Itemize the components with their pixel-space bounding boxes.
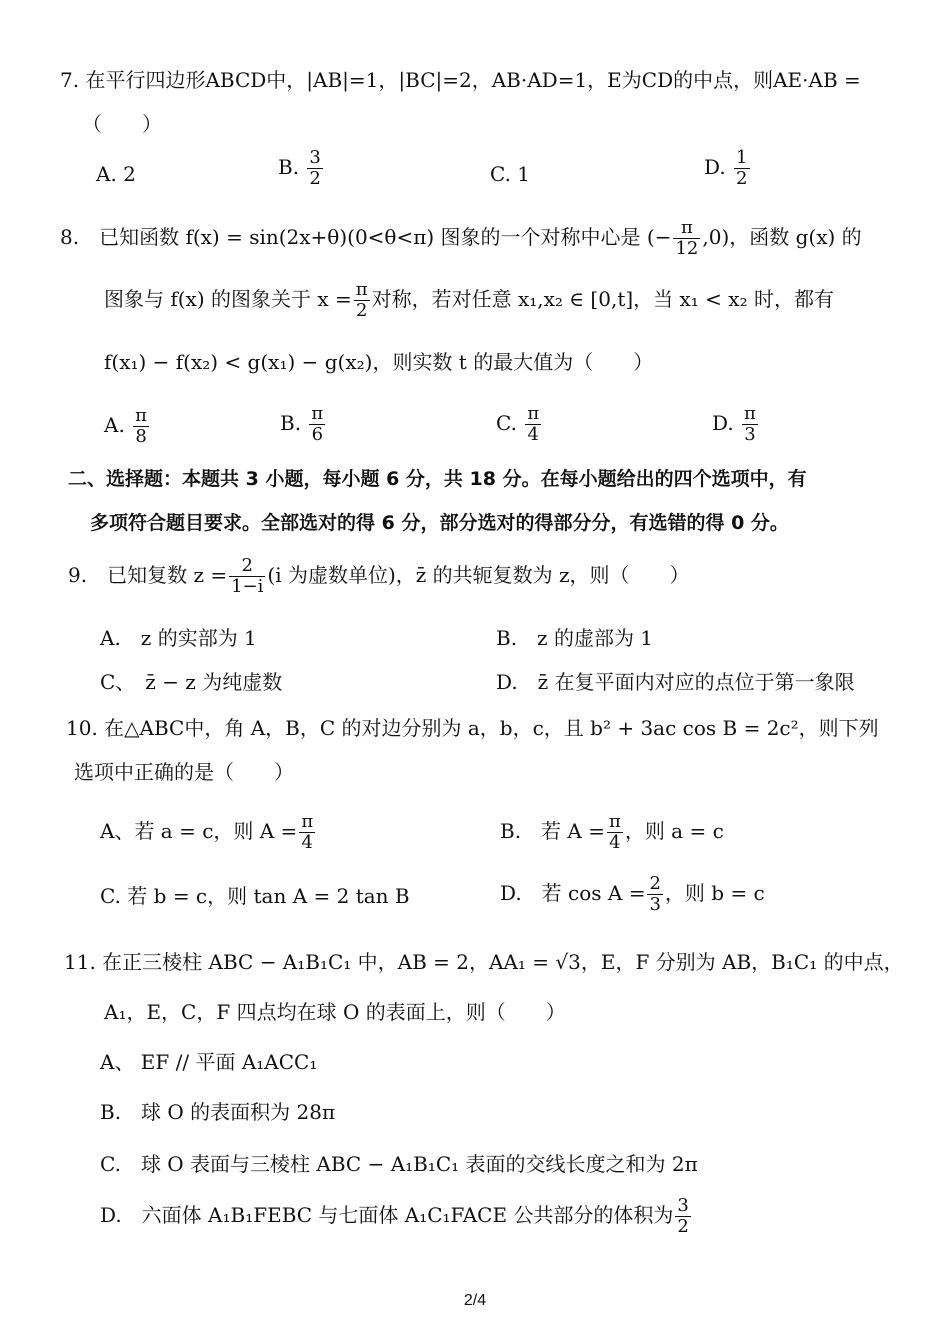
q11-stem: 11. 在正三棱柱 ABC − A₁B₁C₁ 中，AB = 2，AA₁ = √3，E，F 分别为 AB，B₁C₁ 的中点，	[64, 950, 904, 974]
q11-option-d-fraction	[675, 1196, 690, 1237]
q10-option-a-num: π	[301, 811, 314, 832]
q8-option-d-num: π	[744, 403, 756, 424]
q10-option-d-den: 3	[649, 893, 661, 915]
q10-option-d	[500, 874, 765, 915]
q8-stem-fraction	[673, 218, 700, 259]
q9-option-c: C、 z̄ − z 为纯虚数	[100, 670, 283, 694]
section2-header-line1: 二、选择题：本题共 3 小题，每小题 6 分，共 18 分。在每小题给出的四个选项中，有	[68, 468, 807, 490]
q9-stem-num: 2	[229, 556, 265, 577]
q8-line2-b: 对称，若对任意 x₁,x₂ ∈ [0,t]，当 x₁ < x₂ 时，都有	[371, 286, 834, 311]
q11-option-d-num: 3	[677, 1195, 689, 1216]
q10-stem: 10. 在△ABC中，角 A，B，C 的对边分别为 a，b，c，且 b² + 3ac cos B = 2c²，则下列	[66, 716, 879, 740]
q7-option-d	[704, 148, 752, 189]
q10-option-d-tail: ，则 b = c	[664, 880, 765, 905]
q7-option-b-fraction	[307, 148, 322, 189]
q8-option-b-label: B.	[280, 410, 302, 435]
q8-stem-num: π	[673, 218, 700, 239]
q8-option-c-num: π	[527, 403, 540, 424]
q8-line2-num: π	[355, 279, 368, 300]
q11-option-c: C. 球 O 表面与三棱柱 ABC − A₁B₁C₁ 表面的交线长度之和为 2π	[100, 1152, 698, 1176]
q9-stem-b: (i 为虚数单位)，z̄ 的共轭复数为 z，则（ ）	[267, 562, 690, 587]
q8-option-d-den: 3	[744, 423, 756, 445]
q8-option-d-label: D.	[712, 410, 734, 435]
q7-option-d-label: D.	[704, 154, 726, 179]
q11-option-d-den: 2	[677, 1215, 689, 1237]
q8-stem	[60, 218, 862, 259]
q8-option-a-num: π	[135, 405, 148, 426]
q10-option-b-fraction	[607, 812, 623, 853]
q9-stem	[68, 556, 690, 597]
q9-option-d: D. z̄ 在复平面内对应的点位于第一象限	[496, 670, 855, 694]
q10-option-a-text: A、若 a = c，则 A =	[100, 818, 298, 843]
q8-option-a-fraction	[133, 406, 149, 447]
q8-option-c-den: 4	[527, 423, 539, 445]
q8-stem-a: 8. 已知函数 f(x) = sin(2x+θ)(0<θ<π) 图象的一个对称中心是 (−	[60, 224, 672, 249]
q10-option-b-tail: ，则 a = c	[624, 818, 724, 843]
q10-option-a	[100, 812, 317, 853]
q8-option-a	[104, 406, 151, 447]
q7-option-d-den: 2	[736, 167, 748, 189]
q10-option-a-den: 4	[301, 831, 313, 853]
q8-option-b	[280, 404, 327, 445]
q8-option-a-label: A.	[104, 412, 125, 437]
q8-option-c-fraction	[525, 404, 541, 445]
q8-option-b-num: π	[311, 403, 324, 424]
q7-option-a: A. 2	[96, 162, 136, 186]
q10-option-d-num: 2	[649, 873, 661, 894]
q7-option-b	[278, 148, 325, 189]
q8-option-a-den: 8	[135, 425, 147, 447]
q8-option-b-den: 6	[311, 423, 324, 445]
q10-option-b-text: B. 若 A =	[500, 818, 605, 843]
q7-paren: （ ）	[82, 112, 162, 136]
q7-option-d-fraction	[734, 148, 749, 189]
q9-stem-a: 9. 已知复数 z =	[68, 562, 228, 587]
q10-option-d-text: D. 若 cos A =	[500, 880, 646, 905]
q7-option-b-num: 3	[309, 147, 321, 168]
q8-option-c-label: C.	[496, 410, 517, 435]
q8-option-c	[496, 404, 543, 445]
section2-header-line2: 多项符合题目要求。全部选对的得 6 分，部分选对的得部分分，有选错的得 0 分。	[90, 512, 789, 534]
q8-stem-b: ,0)，函数 g(x) 的	[702, 224, 862, 249]
q9-stem-fraction	[229, 556, 265, 597]
q8-line2-den: 2	[355, 299, 368, 321]
q7-option-d-num: 1	[736, 147, 748, 168]
q10-option-b	[500, 812, 724, 853]
q8-option-b-fraction	[309, 404, 325, 445]
q9-stem-den: 1−i	[231, 575, 264, 597]
q8-line3: f(x₁) − f(x₂) < g(x₁) − g(x₂)，则实数 t 的最大值为（ ）	[104, 350, 654, 374]
q8-line2-a: 图象与 f(x) 的图象关于 x =	[104, 286, 352, 311]
q9-option-b: B. z 的虚部为 1	[496, 626, 654, 650]
q9-option-a: A. z 的实部为 1	[100, 626, 257, 650]
q7-option-b-label: B.	[278, 154, 300, 179]
page-number: 2/4	[463, 1292, 487, 1309]
q8-stem-den: 12	[675, 237, 699, 259]
q11-option-b: B. 球 O 的表面积为 28π	[100, 1100, 336, 1124]
q11-option-d	[100, 1196, 693, 1237]
q10-option-a-fraction	[299, 812, 315, 853]
q7-stem: 7. 在平行四边形ABCD中，|AB|=1，|BC|=2，AB·AD=1，E为CD的中点，则AE·AB =	[60, 68, 861, 92]
q10-option-c: C. 若 b = c，则 tan A = 2 tan B	[100, 884, 410, 908]
q8-option-d-fraction	[742, 404, 758, 445]
q10-stem2: 选项中正确的是（ ）	[74, 760, 294, 784]
q10-option-d-fraction	[647, 874, 662, 915]
q10-option-b-num: π	[608, 811, 621, 832]
q8-option-d	[712, 404, 760, 445]
q7-option-c: C. 1	[490, 162, 531, 186]
q8-line2-fraction	[354, 280, 370, 321]
q7-option-b-den: 2	[309, 167, 321, 189]
q11-option-a: A、 EF // 平面 A₁ACC₁	[100, 1050, 318, 1074]
q10-option-b-den: 4	[609, 831, 621, 853]
q8-line2	[104, 280, 834, 321]
q11-stem2: A₁，E，C，F 四点均在球 O 的表面上，则（ ）	[104, 1000, 566, 1024]
q11-option-d-text: D. 六面体 A₁B₁FEBC 与七面体 A₁C₁FACE 公共部分的体积为	[100, 1202, 674, 1227]
